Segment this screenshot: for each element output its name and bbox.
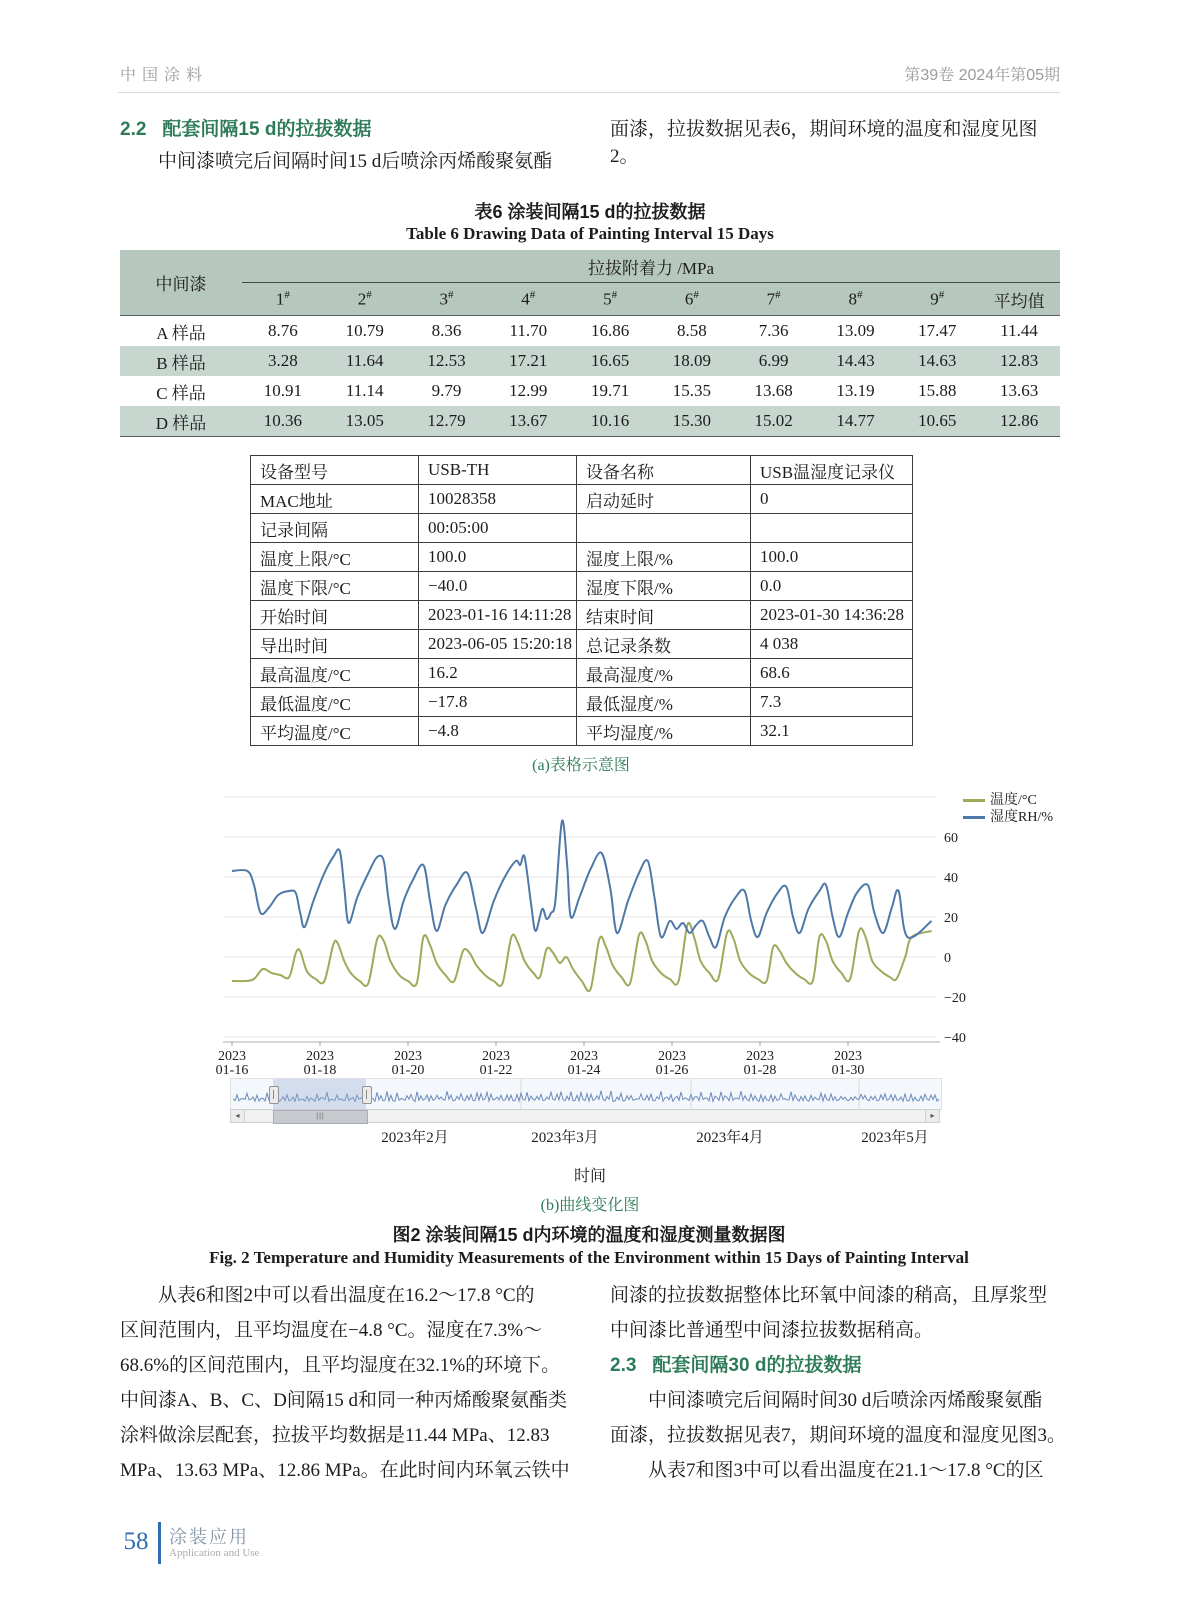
body-text-line: 中间漆喷完后间隔时间30 d后喷涂丙烯酸聚氨酯 bbox=[648, 1390, 1043, 1411]
intro-right-line: 面漆，拉拔数据见表6，期间环境的温度和湿度见图2。 bbox=[610, 119, 1038, 167]
device-table-cell: 2023-01-30 14:36:28 bbox=[751, 601, 913, 630]
scrollbar-thumb[interactable]: ||| bbox=[273, 1110, 368, 1124]
device-table-cell: 温度上限/°C bbox=[251, 543, 419, 572]
table6-column-header: 7# bbox=[733, 283, 815, 316]
section-title: 配套间隔15 d的拉拔数据 bbox=[162, 119, 372, 140]
device-table-cell: 湿度下限/% bbox=[577, 572, 751, 601]
body-column-right bbox=[610, 1278, 1067, 1488]
device-table-cell: 最低湿度/% bbox=[577, 688, 751, 717]
adhesion-value: 3.28 bbox=[242, 346, 324, 376]
device-table-cell: 总记录条数 bbox=[577, 630, 751, 659]
device-table-cell: 00:05:00 bbox=[419, 514, 577, 543]
svg-text:60: 60 bbox=[944, 831, 958, 846]
adhesion-value: 13.09 bbox=[836, 321, 875, 340]
average-value: 12.86 bbox=[978, 406, 1060, 437]
table6-column-header: 3# bbox=[406, 283, 488, 316]
device-table-cell: 最高湿度/% bbox=[577, 659, 751, 688]
device-table-cell: 最高温度/°C bbox=[251, 659, 419, 688]
adhesion-value: 12.99 bbox=[509, 381, 548, 400]
caption-b: (b)曲线变化图 bbox=[540, 1197, 640, 1214]
body-column-left bbox=[120, 1278, 572, 1488]
device-table-row bbox=[251, 543, 913, 572]
table6-column-header: 4# bbox=[487, 283, 569, 316]
adhesion-value: 18.09 bbox=[651, 346, 733, 376]
section-2-3-heading: 2.3 配套间隔30 d的拉拔数据 bbox=[610, 1355, 862, 1376]
issue-info: 第39卷 2024年第05期 bbox=[904, 67, 1060, 84]
device-table-cell: 2023-06-05 15:20:18 bbox=[419, 630, 577, 659]
table6-column-header: 9# bbox=[896, 283, 978, 316]
adhesion-value: 16.65 bbox=[569, 346, 651, 376]
sample-name: B 样品 bbox=[120, 346, 242, 376]
device-table-row bbox=[251, 456, 913, 485]
svg-text:202301-20: 2023 01-20 bbox=[391, 1049, 425, 1076]
body-text-line: 中间漆A、B、C、D间隔15 d和同一种丙烯酸聚氨酯类 bbox=[120, 1390, 568, 1411]
chart-scrollbar[interactable] bbox=[230, 1109, 940, 1123]
adhesion-value: 16.86 bbox=[590, 321, 630, 340]
device-table-cell: −40.0 bbox=[419, 572, 577, 601]
svg-text:40: 40 bbox=[944, 871, 958, 886]
device-table-cell: 100.0 bbox=[419, 543, 577, 572]
adhesion-value: 9.79 bbox=[431, 381, 462, 400]
table6-column-header: 2# bbox=[324, 283, 406, 316]
device-table-cell bbox=[577, 514, 751, 543]
adhesion-value: 13.67 bbox=[487, 406, 569, 437]
adhesion-value: 17.21 bbox=[487, 346, 569, 376]
device-table-cell: 68.6 bbox=[751, 659, 913, 688]
body-text-line: MPa、13.63 MPa、12.86 MPa。在此时间内环氧云铁中 bbox=[120, 1460, 570, 1481]
table6-avg-header: 平均值 bbox=[978, 283, 1060, 316]
chart-xlabel: 时间 bbox=[573, 1168, 606, 1185]
scrollbar-right-arrow-icon[interactable]: ▸ bbox=[925, 1110, 939, 1122]
device-table-cell: 启动延时 bbox=[577, 485, 751, 514]
device-table-cell: 设备型号 bbox=[251, 456, 419, 485]
svg-text:202301-30: 2023 01-30 bbox=[831, 1049, 865, 1076]
device-table-row bbox=[251, 514, 913, 543]
device-table-cell: 10028358 bbox=[419, 485, 577, 514]
device-table-cell: 平均温度/°C bbox=[251, 717, 419, 746]
footer-column-en: Application and Use bbox=[169, 1547, 260, 1559]
navigator-left-handle[interactable] bbox=[269, 1086, 279, 1104]
journal-name: 中国涂料 bbox=[120, 67, 209, 84]
navigator-month-labels bbox=[230, 1126, 940, 1146]
adhesion-value: 10.36 bbox=[242, 406, 324, 437]
svg-text:20: 20 bbox=[944, 911, 958, 926]
table6-row bbox=[120, 316, 1060, 347]
svg-text:−20: −20 bbox=[944, 991, 966, 1006]
device-table-cell: 导出时间 bbox=[251, 630, 419, 659]
svg-text:202301-16: 2023 01-16 bbox=[215, 1049, 249, 1076]
page-header bbox=[120, 62, 1060, 85]
navigator-selection[interactable] bbox=[273, 1079, 366, 1109]
average-value: 11.44 bbox=[1000, 321, 1038, 340]
table6-row bbox=[120, 376, 1060, 406]
adhesion-value: 13.68 bbox=[754, 381, 793, 400]
series-湿度RH/% bbox=[232, 820, 932, 947]
device-table-row bbox=[251, 485, 913, 514]
adhesion-value: 15.30 bbox=[651, 406, 733, 437]
table6-column-header: 8# bbox=[815, 283, 897, 316]
device-table-cell: 32.1 bbox=[751, 717, 913, 746]
temperature-humidity-chart bbox=[120, 780, 1060, 1076]
month-label-mar: 2023年3月 bbox=[531, 1130, 599, 1146]
device-table-body bbox=[251, 456, 913, 746]
sample-name: D 样品 bbox=[120, 406, 242, 437]
body-text-line: 区间范围内，且平均温度在−4.8 °C。湿度在7.3%～ bbox=[120, 1320, 543, 1341]
table6-title-en: Table 6 Drawing Data of Painting Interval 15 Days bbox=[406, 224, 774, 243]
adhesion-value: 17.47 bbox=[918, 321, 957, 340]
adhesion-value: 12.79 bbox=[406, 406, 488, 437]
svg-text:202301-28: 2023 01-28 bbox=[743, 1049, 777, 1076]
adhesion-value: 19.71 bbox=[590, 381, 630, 400]
body-text-line: 中间漆比普通型中间漆拉拔数据稍高。 bbox=[610, 1320, 934, 1341]
svg-text:202301-18: 2023 01-18 bbox=[303, 1049, 337, 1076]
header-divider bbox=[118, 92, 1060, 93]
table6-column-header: 5# bbox=[569, 283, 651, 316]
device-table-cell: −4.8 bbox=[419, 717, 577, 746]
body-text-line: 68.6%的区间范围内，且平均湿度在32.1%的环境下。 bbox=[120, 1355, 561, 1376]
table6-column-header: 1# bbox=[242, 283, 324, 316]
adhesion-value: 15.88 bbox=[918, 381, 957, 400]
body-text-line: 面漆，拉拔数据见表7，期间环境的温度和湿度见图3。 bbox=[610, 1425, 1067, 1446]
adhesion-value: 11.14 bbox=[345, 381, 384, 400]
adhesion-value: 8.58 bbox=[677, 321, 707, 340]
adhesion-value: 15.35 bbox=[672, 381, 711, 400]
body-text-line: 间漆的拉拔数据整体比环氧中间漆的稍高，且厚浆型 bbox=[610, 1285, 1048, 1306]
device-table-cell: 结束时间 bbox=[577, 601, 751, 630]
table6-title-cn: 表6 涂装间隔15 d的拉拔数据 bbox=[474, 202, 706, 222]
month-label-feb: 2023年2月 bbox=[381, 1130, 449, 1146]
device-table-cell: 2023-01-16 14:11:28 bbox=[419, 601, 577, 630]
page-number: 58 bbox=[123, 1528, 149, 1555]
adhesion-value: 11.64 bbox=[324, 346, 406, 376]
device-table-cell: −17.8 bbox=[419, 688, 577, 717]
device-table-row bbox=[251, 659, 913, 688]
sample-name: A 样品 bbox=[156, 323, 206, 343]
device-table-row bbox=[251, 572, 913, 601]
device-table-cell: USB-TH bbox=[419, 456, 577, 485]
adhesion-value: 10.79 bbox=[345, 321, 384, 340]
intro-left-line: 中间漆喷完后间隔时间15 d后喷涂丙烯酸聚氨酯 bbox=[158, 151, 553, 172]
device-table-row bbox=[251, 688, 913, 717]
table6-col0-header: 中间漆 bbox=[120, 250, 242, 316]
navigator-right-handle[interactable] bbox=[362, 1086, 372, 1104]
device-table-row bbox=[251, 601, 913, 630]
adhesion-value: 15.02 bbox=[733, 406, 815, 437]
body-text-line: 涂料做涂层配套，拉拔平均数据是11.44 MPa、12.83 bbox=[120, 1425, 550, 1446]
body-text-line: 从表6和图2中可以看出温度在16.2～17.8 °C的 bbox=[158, 1285, 535, 1306]
table6-header-row-1 bbox=[120, 250, 1060, 283]
adhesion-value: 14.77 bbox=[815, 406, 897, 437]
device-data-table bbox=[250, 455, 913, 746]
table6-group-header: 拉拔附着力 /MPa bbox=[242, 250, 1060, 283]
device-table-cell: 100.0 bbox=[751, 543, 913, 572]
adhesion-value: 11.70 bbox=[509, 321, 548, 340]
adhesion-value: 8.76 bbox=[268, 321, 298, 340]
adhesion-value: 14.63 bbox=[896, 346, 978, 376]
footer-bar bbox=[158, 1522, 161, 1564]
average-value: 12.83 bbox=[978, 346, 1060, 376]
section-number: 2.2 bbox=[120, 119, 147, 140]
table6-row bbox=[120, 346, 1060, 376]
legend-label-humidity: 湿度RH/% bbox=[990, 810, 1053, 825]
adhesion-value: 12.53 bbox=[406, 346, 488, 376]
device-table-row bbox=[251, 630, 913, 659]
table6-header bbox=[120, 250, 1060, 316]
average-value: 13.63 bbox=[999, 381, 1039, 400]
table6-row bbox=[120, 406, 1060, 437]
adhesion-value: 13.19 bbox=[836, 381, 875, 400]
svg-text:−40: −40 bbox=[944, 1031, 966, 1046]
svg-text:202301-26: 2023 01-26 bbox=[655, 1049, 689, 1076]
table6-body bbox=[120, 316, 1060, 437]
device-table-cell: USB温湿度记录仪 bbox=[751, 456, 913, 485]
adhesion-value: 10.16 bbox=[569, 406, 651, 437]
table6 bbox=[120, 250, 1060, 437]
device-table-cell: 0 bbox=[751, 485, 913, 514]
caption-a: (a)表格示意图 bbox=[532, 757, 630, 774]
figure2-caption-cn: 图2 涂装间隔15 d内环境的温度和湿度测量数据图 bbox=[392, 1225, 786, 1245]
device-table-cell: 平均湿度/% bbox=[577, 717, 751, 746]
month-label-apr: 2023年4月 bbox=[696, 1130, 764, 1146]
device-table-cell: 0.0 bbox=[751, 572, 913, 601]
section-2-2-heading bbox=[120, 114, 371, 141]
footer-column-cn: 涂装应用 bbox=[169, 1527, 249, 1547]
device-table-cell: 记录间隔 bbox=[251, 514, 419, 543]
table6-header-row-2 bbox=[120, 283, 1060, 316]
device-table-cell: 设备名称 bbox=[577, 456, 751, 485]
device-table-cell: 温度下限/°C bbox=[251, 572, 419, 601]
device-table-cell: 7.3 bbox=[751, 688, 913, 717]
svg-text:202301-24: 2023 01-24 bbox=[567, 1049, 601, 1076]
adhesion-value: 14.43 bbox=[815, 346, 897, 376]
chart-navigator bbox=[230, 1078, 942, 1110]
device-table-cell: MAC地址 bbox=[251, 485, 419, 514]
scrollbar-left-arrow-icon[interactable]: ◂ bbox=[231, 1110, 245, 1122]
device-table-row bbox=[251, 717, 913, 746]
adhesion-value: 13.05 bbox=[324, 406, 406, 437]
sample-name: C 样品 bbox=[156, 383, 206, 403]
table6-column-header: 6# bbox=[651, 283, 733, 316]
body-text-line: 从表7和图3中可以看出温度在21.1～17.8 °C的区 bbox=[648, 1460, 1044, 1481]
adhesion-value: 6.99 bbox=[733, 346, 815, 376]
svg-text:0: 0 bbox=[944, 951, 951, 966]
adhesion-value: 10.91 bbox=[263, 381, 303, 400]
device-table-cell: 16.2 bbox=[419, 659, 577, 688]
figure2-caption-en: Fig. 2 Temperature and Humidity Measurements of the Environment within 15 Days of Painting Interval bbox=[209, 1248, 969, 1267]
legend-label-temperature: 温度/°C bbox=[990, 793, 1037, 808]
month-label-may: 2023年5月 bbox=[861, 1130, 929, 1146]
device-table-cell: 湿度上限/% bbox=[577, 543, 751, 572]
device-table-cell: 4 038 bbox=[751, 630, 913, 659]
adhesion-value: 8.36 bbox=[431, 321, 462, 340]
device-table-cell bbox=[751, 514, 913, 543]
adhesion-value: 10.65 bbox=[896, 406, 978, 437]
svg-text:202301-22: 2023 01-22 bbox=[479, 1049, 513, 1076]
device-table-cell: 开始时间 bbox=[251, 601, 419, 630]
adhesion-value: 7.36 bbox=[758, 321, 789, 340]
device-table-cell: 最低温度/°C bbox=[251, 688, 419, 717]
